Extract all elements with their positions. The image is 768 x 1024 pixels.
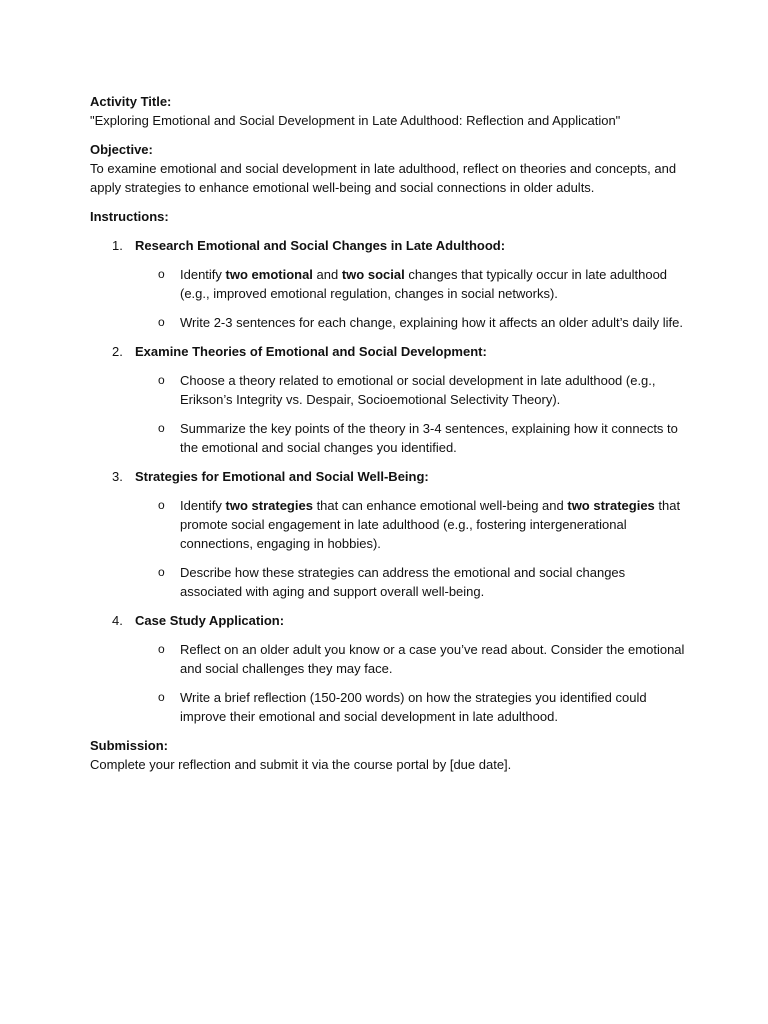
- bullet-icon: o: [158, 565, 165, 579]
- bullet-icon: o: [158, 267, 165, 281]
- sub-list: [135, 496, 690, 601]
- sub-item-text: Choose a theory related to emotional or social development in late adulthood (e.g., Erikson’s Integrity vs. Despair, Socioemotional Selectivity Theory).: [180, 373, 656, 407]
- submission-label: Submission:: [90, 738, 169, 753]
- bullet-icon: o: [158, 498, 165, 512]
- bullet-icon: o: [158, 315, 165, 329]
- sub-item: [135, 496, 690, 553]
- bullet-icon: o: [158, 690, 165, 704]
- instructions-label: Instructions:: [90, 209, 169, 224]
- emphasis: two emotional: [225, 267, 313, 282]
- activity-title-text: "Exploring Emotional and Social Development in Late Adulthood: Reflection and Application": [90, 113, 621, 128]
- instructions-section: [90, 207, 690, 226]
- sub-item: [135, 563, 690, 601]
- bullet-icon: o: [158, 373, 165, 387]
- emphasis: two social: [341, 267, 405, 282]
- bullet-icon: o: [158, 642, 165, 656]
- step-title: Case Study Application:: [135, 613, 285, 628]
- activity-section: [90, 92, 690, 130]
- sub-item-text: Describe how these strategies can address the emotional and social changes associated with aging and support overall well-being.: [180, 565, 626, 599]
- sub-item-text: Write 2-3 sentences for each change, explaining how it affects an older adult’s daily life.: [180, 315, 683, 330]
- sub-item: [135, 640, 690, 678]
- sub-item: [135, 313, 690, 332]
- instruction-step-1: [90, 236, 690, 332]
- sub-item-text: Write a brief reflection (150-200 words) on how the strategies you identified could improve their emotional and social development in late adulthood.: [180, 690, 647, 724]
- submission-text: Complete your reflection and submit it via the course portal by [due date].: [90, 757, 512, 772]
- step-number: 4.: [112, 613, 123, 628]
- sub-item: [135, 371, 690, 409]
- sub-item: [135, 688, 690, 726]
- step-number: 2.: [112, 344, 123, 359]
- sub-list: [135, 371, 690, 457]
- emphasis: two strategies: [567, 498, 655, 513]
- bullet-icon: o: [158, 421, 165, 435]
- instruction-step-4: [90, 611, 690, 726]
- step-title: Strategies for Emotional and Social Well-Being:: [135, 469, 429, 484]
- document-page: [90, 92, 690, 784]
- instruction-step-3: [90, 467, 690, 601]
- activity-title-label: Activity Title:: [90, 94, 172, 109]
- sub-item-text: Reflect on an older adult you know or a case you’ve read about. Consider the emotional and social challenges they may face.: [180, 642, 685, 676]
- submission-section: [90, 736, 690, 774]
- objective-text: To examine emotional and social development in late adulthood, reflect on theories and concepts, and apply strategies to enhance emotional well-being and social connections in older adults.: [90, 161, 677, 195]
- step-number: 1.: [112, 238, 123, 253]
- sub-item-text: Identify two strategies that can enhance emotional well-being and two strategies that promote social engagement in late adulthood (e.g., fostering intergenerational connections, engaging in hobbies).: [180, 498, 681, 551]
- sub-item-text: Summarize the key points of the theory in 3-4 sentences, explaining how it connects to the emotional and social changes you identified.: [180, 421, 678, 455]
- sub-list: [135, 265, 690, 332]
- objective-section: [90, 140, 690, 197]
- step-title: Research Emotional and Social Changes in Late Adulthood:: [135, 238, 506, 253]
- step-number: 3.: [112, 469, 123, 484]
- sub-item-text: Identify two emotional and two social changes that typically occur in late adulthood (e.g., improved emotional regulation, changes in social networks).: [180, 267, 668, 301]
- instruction-step-2: [90, 342, 690, 457]
- step-title: Examine Theories of Emotional and Social Development:: [135, 344, 487, 359]
- sub-list: [135, 640, 690, 726]
- emphasis: two strategies: [225, 498, 313, 513]
- sub-item: [135, 265, 690, 303]
- sub-item: [135, 419, 690, 457]
- objective-label: Objective:: [90, 142, 153, 157]
- instructions-list: [90, 236, 690, 726]
